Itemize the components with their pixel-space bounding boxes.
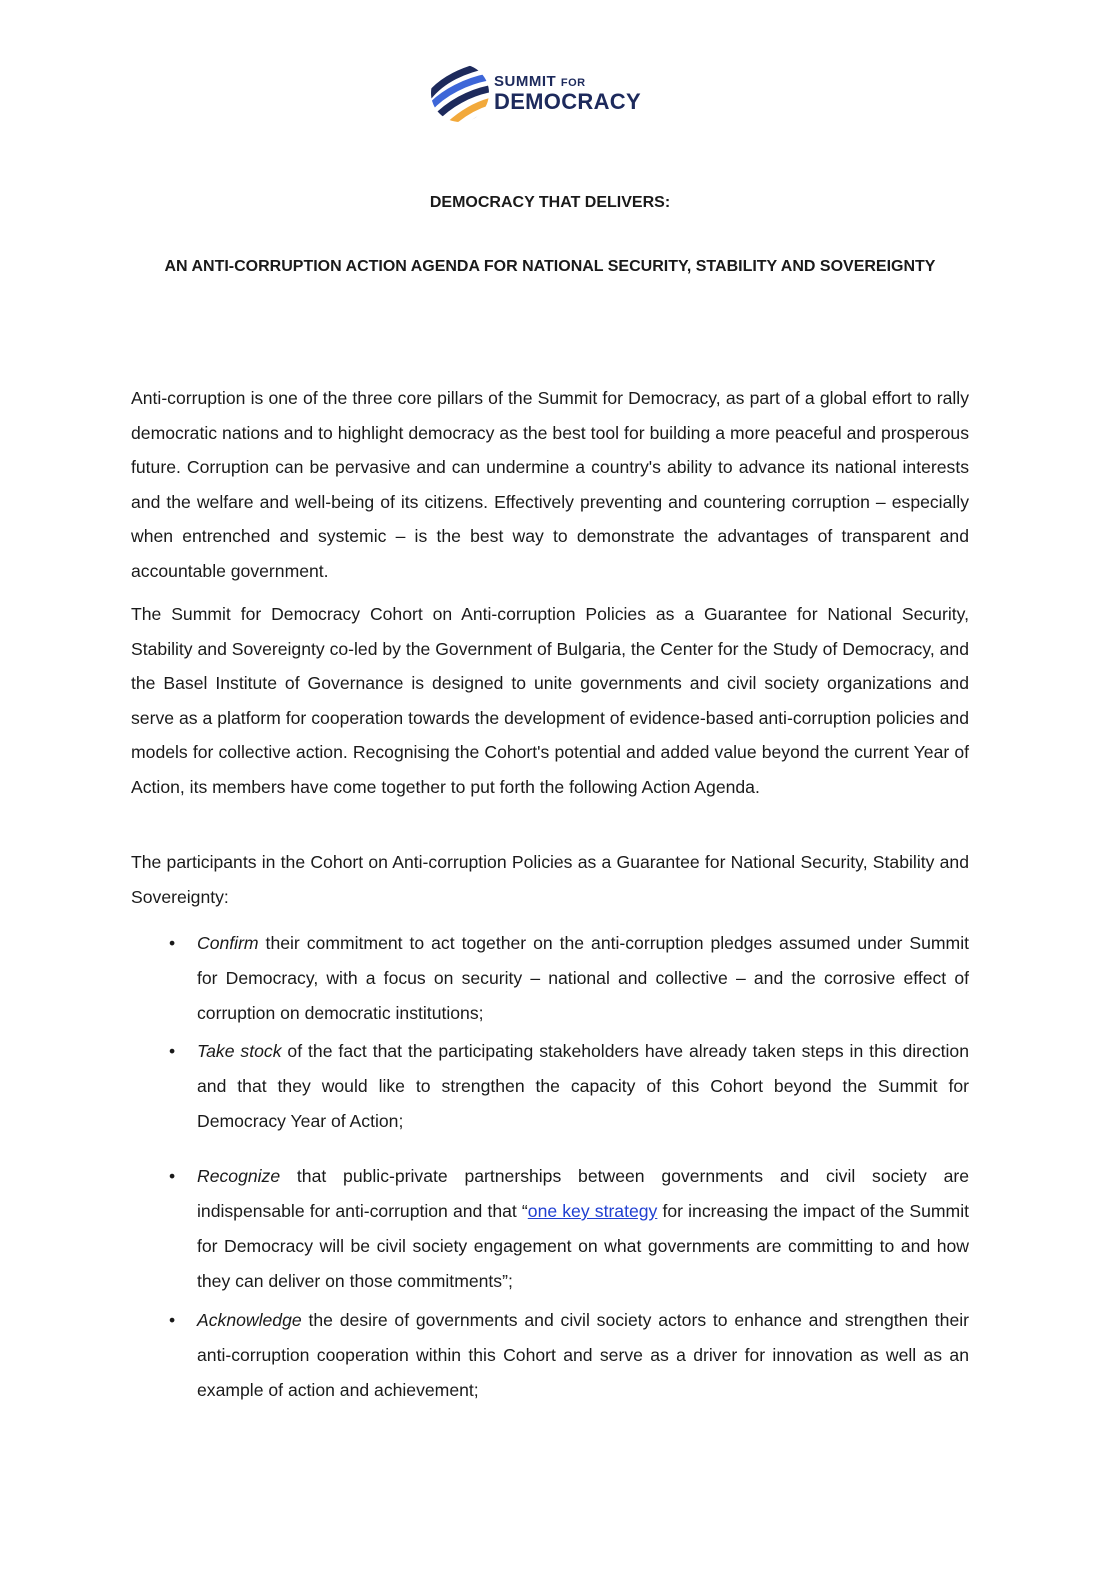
paragraph-participants: The participants in the Cohort on Anti-corruption Policies as a Guarantee for National Security, Stability and Sovereignty: [131, 852, 969, 907]
list-item [131, 1034, 969, 1139]
bullet-list-3 [131, 1159, 969, 1299]
bullet-text: of the fact that the participating stakeholders have already taken steps in this direction and that they would like to strengthen the capacity of this Cohort beyond the Summit for Democracy Year of Action; [197, 1041, 969, 1131]
paragraph-cohort: The Summit for Democracy Cohort on Anti-corruption Policies as a Guarantee for National Security, Stability and Sovereignty co-led by the Government of Bulgaria, the Center for the Study of Democracy, and the Basel Institute of Governance is designed to unite governments and civil society organizations and serve as a platform for cooperation towards the development of evidence-based anti-corruption policies and models for collective action. Recognising the Cohort's potential and added value beyond the current Year of Action, its members have come together to put forth the following Action Agenda. [131, 604, 969, 797]
document-subtitle: AN ANTI-CORRUPTION ACTION AGENDA FOR NATIONAL SECURITY, STABILITY AND SOVEREIGNTY [164, 258, 936, 275]
summit-swirl-logo-icon [430, 60, 490, 126]
paragraph-intro: Anti-corruption is one of the three core pillars of the Summit for Democracy, as part of a global effort to rally democratic nations and to highlight democracy as the best tool for building a more peaceful and prosperous future. Corruption can be pervasive and can undermine a country's ability to advance its national interests and the welfare and well-being of its citizens. Effectively preventing and countering corruption – especially when entrenched and systemic – is the best way to demonstrate the advantages of transparent and accountable government. [131, 388, 969, 581]
list-item [131, 1303, 969, 1408]
bullet-text: that public-private partnerships between governments and civil society are indispensable for anti-corruption and that “ [197, 1166, 969, 1221]
bullet-lead: Recognize [197, 1166, 281, 1186]
bullet-lead: Acknowledge [197, 1310, 302, 1330]
logo-for-text: FOR [560, 77, 586, 89]
summit-logo [430, 58, 680, 128]
bullet-marker: • [169, 1166, 176, 1186]
bullet-lead: Confirm [197, 933, 259, 953]
bullet-marker: • [169, 1041, 176, 1061]
bullet-list-2 [131, 1034, 969, 1139]
one-key-strategy-link[interactable]: one key strategy [527, 1201, 658, 1221]
bullet-text: the desire of governments and civil society actors to enhance and strengthen their anti-corruption cooperation within this Cohort and serve as a driver for innovation as well as an example of action and achievement; [197, 1310, 969, 1400]
bullet-marker: • [169, 1310, 176, 1330]
bullet-list-4 [131, 1303, 969, 1408]
bullet-marker: • [169, 933, 176, 953]
document-title: DEMOCRACY THAT DELIVERS: [429, 194, 671, 211]
logo-wordmark [494, 74, 641, 113]
logo-summit-text: SUMMIT [494, 73, 557, 90]
logo-democracy-text: DEMOCRACY [494, 89, 641, 114]
bullet-lead: Take stock [197, 1041, 282, 1061]
list-item [131, 1159, 969, 1299]
logo-line-1 [494, 74, 641, 89]
bullet-text: their commitment to act together on the anti-corruption pledges assumed under Summit for Democracy, with a focus on security – national and collective – and the corrosive effect of corruption on democratic institutions; [197, 933, 969, 1023]
bullet-list-1 [131, 926, 969, 1031]
bullet-text-after-link: for increasing the impact of the Summit for Democracy will be civil society engagement on what governments are committing to and how they can deliver on those commitments”; [197, 1201, 970, 1291]
list-item [131, 926, 969, 1031]
